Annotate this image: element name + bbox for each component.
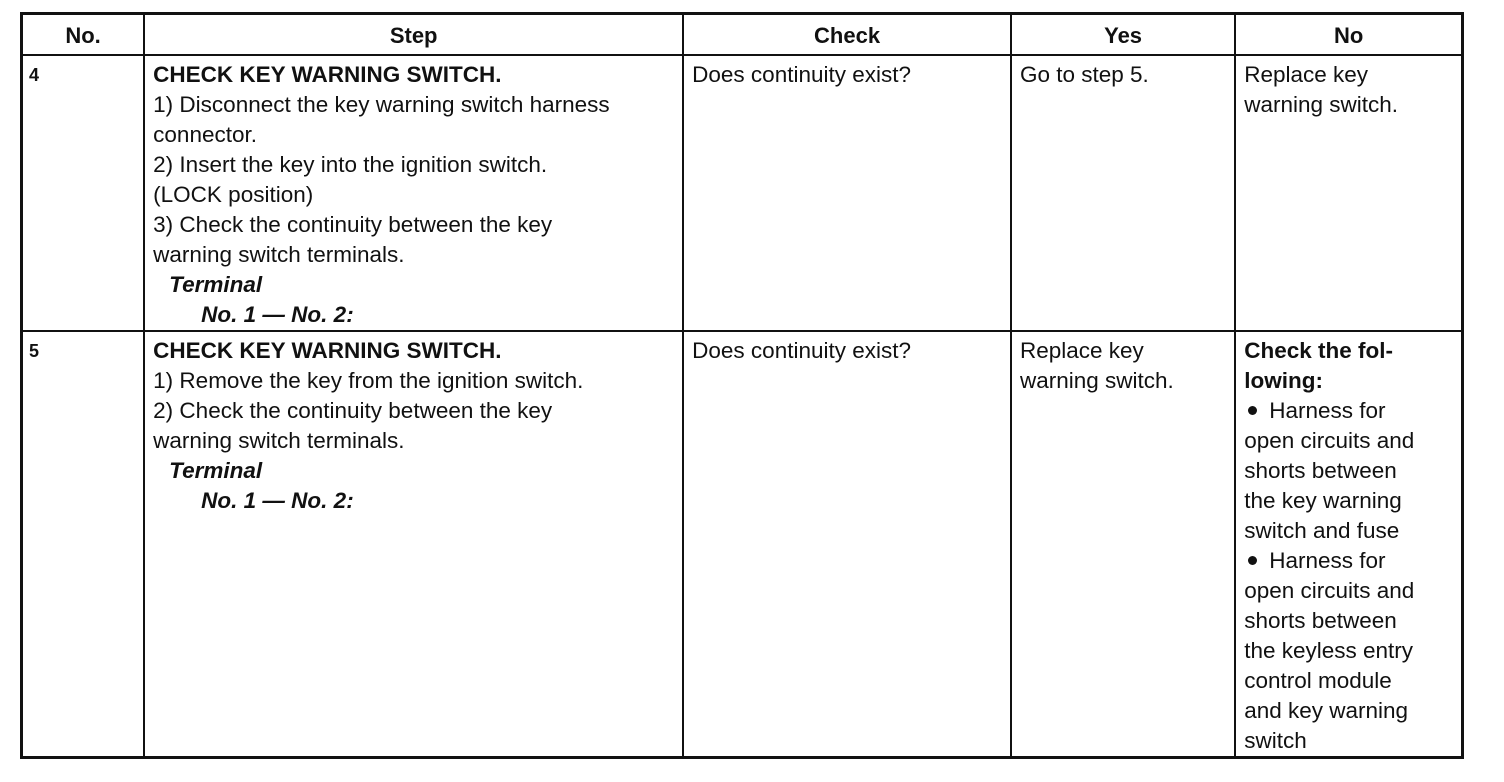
yes-text: Replace key warning switch. <box>1019 338 1174 393</box>
terminal-label: Terminal <box>169 272 263 297</box>
step-heading: CHECK KEY WARNING SWITCH. <box>153 338 502 363</box>
terminal-value: No. 1 — No. 2: <box>201 488 354 513</box>
check-text: Does continuity exist? <box>692 338 912 363</box>
step-line: 1) Remove the key from the ignition switch. <box>153 368 584 393</box>
bullet-line: the key warning <box>1244 488 1402 513</box>
bullet-first-line: Harness for <box>1269 398 1386 423</box>
step-line: connector. <box>153 122 257 147</box>
table-row <box>22 55 1463 331</box>
bullet-item <box>1244 396 1453 546</box>
step-number-cell <box>22 331 145 758</box>
bullet-dot-icon <box>1244 546 1453 576</box>
step-line: 2) Check the continuity between the key <box>153 398 553 423</box>
step-cell <box>144 331 683 758</box>
step-number: 4 <box>29 65 40 85</box>
step-cell <box>144 55 683 331</box>
table-row <box>22 331 1463 758</box>
check-cell <box>683 55 1011 331</box>
no-action-cell <box>1235 331 1462 758</box>
no-action-line: warning switch. <box>1244 92 1399 117</box>
bullet-first-line: Harness for <box>1269 548 1386 573</box>
step-number: 5 <box>29 341 40 361</box>
step-line: warning switch terminals. <box>153 428 405 453</box>
bullet-line: and key warning <box>1244 698 1409 723</box>
step-line: 3) Check the continuity between the key <box>153 212 553 237</box>
no-action-heading: Check the fol- <box>1244 338 1393 363</box>
step-line: 1) Disconnect the key warning switch harness <box>153 92 610 117</box>
diagnostic-sheet <box>20 12 1464 759</box>
bullet-dot-icon <box>1244 396 1453 426</box>
no-action-heading: lowing: <box>1244 368 1323 393</box>
header-no-action: No <box>1235 14 1462 56</box>
no-action-line: Replace key <box>1244 62 1369 87</box>
header-step: Step <box>144 14 683 56</box>
step-number-cell <box>22 55 145 331</box>
bullet-line: switch and fuse <box>1244 518 1400 543</box>
step-line: (LOCK position) <box>153 182 314 207</box>
bullet-line: shorts between <box>1244 608 1397 633</box>
bullet-line: switch <box>1244 728 1307 753</box>
bullet-line: open circuits and <box>1244 428 1415 453</box>
no-action-cell <box>1235 55 1462 331</box>
step-line: 2) Insert the key into the ignition switch. <box>153 152 548 177</box>
step-heading: CHECK KEY WARNING SWITCH. <box>153 62 502 87</box>
yes-text: Go to step 5. <box>1019 62 1149 87</box>
check-text: Does continuity exist? <box>692 62 912 87</box>
header-yes: Yes <box>1011 14 1235 56</box>
header-row <box>22 14 1463 56</box>
header-check: Check <box>683 14 1011 56</box>
bullet-line: the keyless entry <box>1244 638 1414 663</box>
header-no: No. <box>22 14 145 56</box>
terminal-label: Terminal <box>169 458 263 483</box>
terminal-value: No. 1 — No. 2: <box>201 302 354 327</box>
bullet-line: control module <box>1244 668 1392 693</box>
bullet-line: open circuits and <box>1244 578 1415 603</box>
bullet-line: shorts between <box>1244 458 1397 483</box>
yes-cell <box>1011 331 1235 758</box>
yes-cell <box>1011 55 1235 331</box>
diagnostic-table <box>20 12 1464 759</box>
bullet-item <box>1244 546 1453 756</box>
step-line: warning switch terminals. <box>153 242 405 267</box>
check-cell <box>683 331 1011 758</box>
